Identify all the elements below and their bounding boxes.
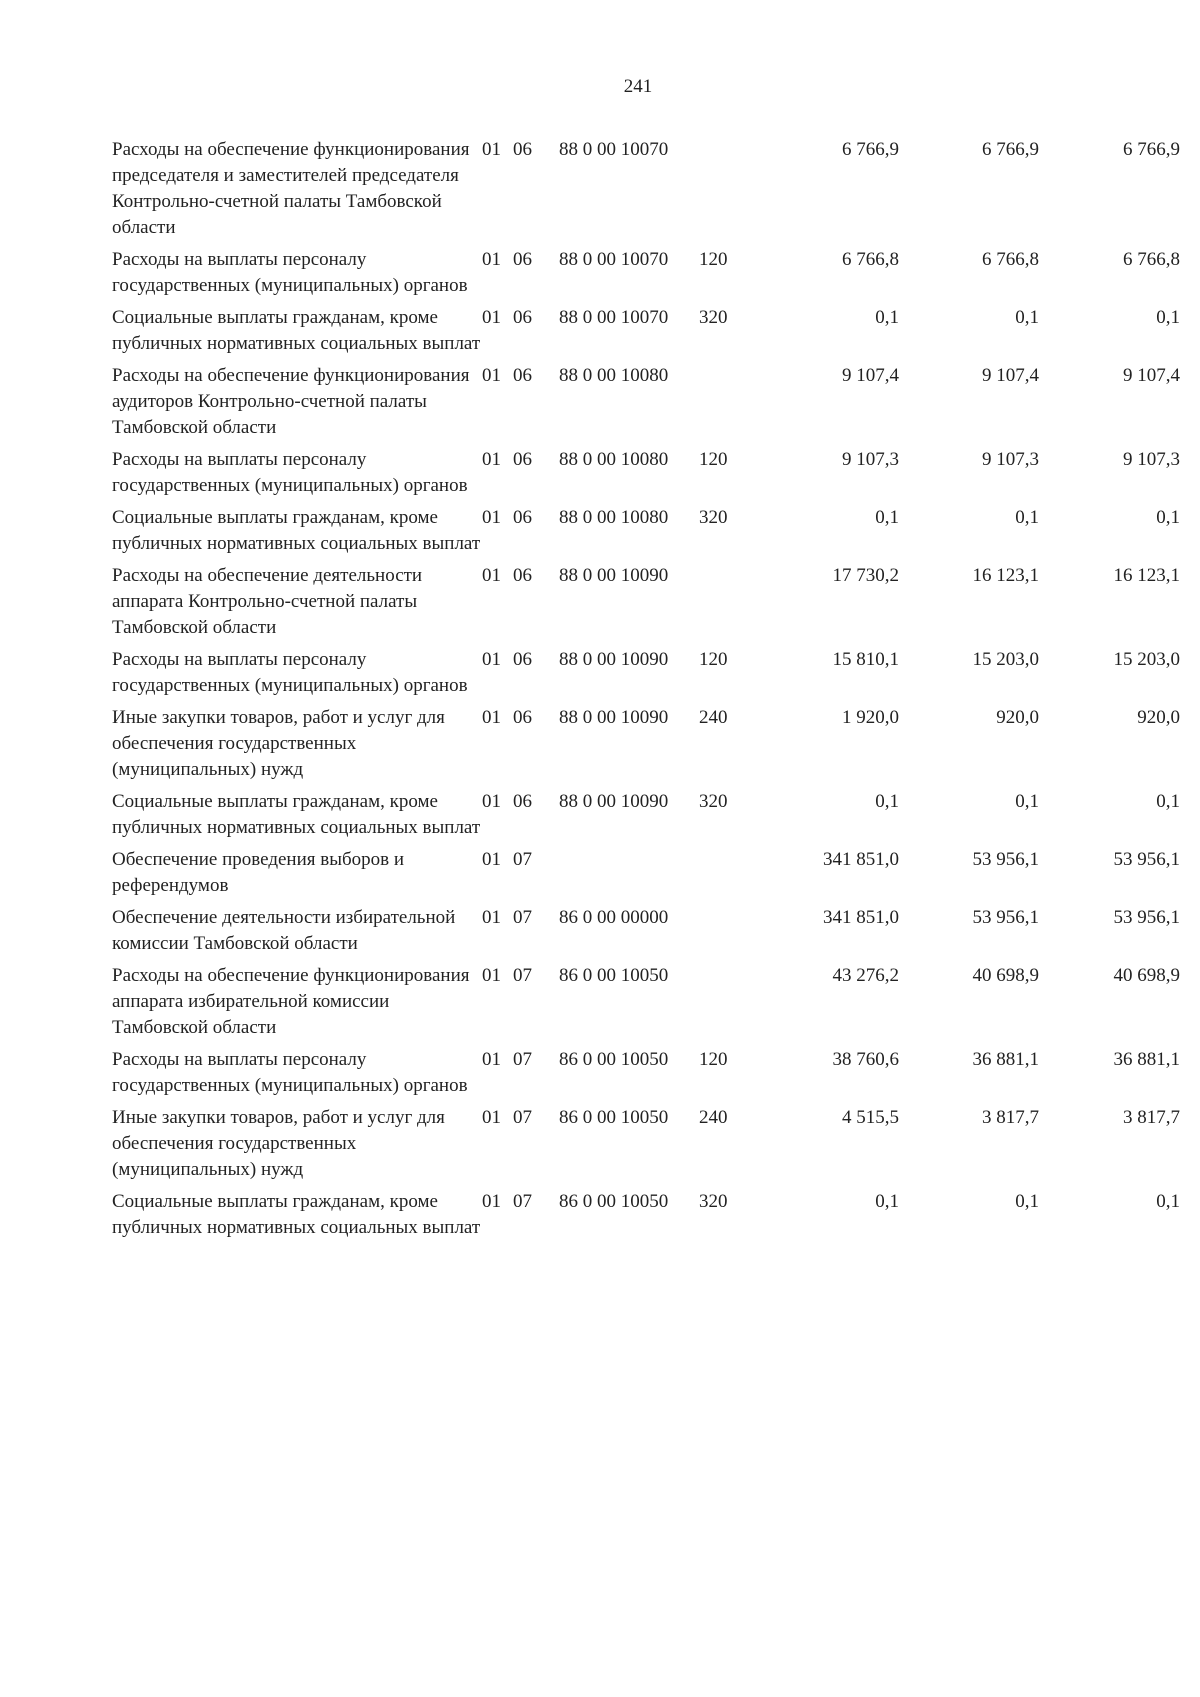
amount-year1-cell: 9 107,4 (842, 365, 899, 386)
amount-year2-cell: 3 817,7 (982, 1107, 1039, 1128)
section-code-cell: 01 (482, 707, 501, 728)
table-row (112, 963, 1180, 1047)
table-row (112, 1047, 1180, 1105)
table-row (112, 905, 1180, 963)
amount-year2-cell: 15 203,0 (972, 649, 1039, 670)
amount-year3-cell: 6 766,8 (1123, 249, 1180, 270)
table-row (112, 447, 1180, 505)
amount-year1-cell: 38 760,6 (832, 1049, 899, 1070)
amount-year1-cell: 0,1 (875, 1191, 899, 1212)
row-name-cell: Расходы на выплаты персоналу государственных (муниципальных) органов (112, 449, 468, 496)
amount-year1-cell: 4 515,5 (842, 1107, 899, 1128)
section-code-cell: 01 (482, 1107, 501, 1128)
amount-year1-cell: 6 766,8 (842, 249, 899, 270)
section-code-cell: 01 (482, 565, 501, 586)
expense-type-cell (699, 963, 759, 1047)
amount-year2-cell: 40 698,9 (972, 965, 1039, 986)
section-code-cell: 01 (482, 507, 501, 528)
row-name-cell: Расходы на обеспечение функционирования аудиторов Контрольно-счетной палаты Тамбовской области (112, 365, 470, 438)
amount-year1-cell: 0,1 (875, 307, 899, 328)
row-name-cell: Социальные выплаты гражданам, кроме публичных нормативных социальных выплат (112, 307, 481, 354)
table-row (112, 1105, 1180, 1189)
subsection-code-cell: 07 (513, 1049, 532, 1070)
amount-year1-cell: 15 810,1 (832, 649, 899, 670)
expense-type-cell (699, 905, 759, 963)
page-number: 241 (623, 76, 653, 97)
table-row (112, 137, 1180, 247)
row-name-cell: Социальные выплаты гражданам, кроме публичных нормативных социальных выплат (112, 507, 481, 554)
target-article-cell: 88 0 00 10070 (559, 249, 669, 270)
subsection-code-cell: 07 (513, 1191, 532, 1212)
row-name-cell: Расходы на обеспечение деятельности аппарата Контрольно-счетной палаты Тамбовской области (112, 565, 423, 638)
target-article-cell: 88 0 00 10090 (559, 649, 669, 670)
subsection-code-cell: 06 (513, 249, 532, 270)
row-name-cell: Обеспечение деятельности избирательной комиссии Тамбовской области (112, 907, 456, 954)
row-name-cell: Расходы на выплаты персоналу государственных (муниципальных) органов (112, 249, 468, 296)
subsection-code-cell: 06 (513, 365, 532, 386)
amount-year2-cell: 0,1 (1015, 1191, 1039, 1212)
expense-type-cell: 240 (699, 1107, 728, 1128)
section-code-cell: 01 (482, 1191, 501, 1212)
amount-year2-cell: 16 123,1 (972, 565, 1039, 586)
subsection-code-cell: 06 (513, 565, 532, 586)
section-code-cell: 01 (482, 649, 501, 670)
table-row (112, 563, 1180, 647)
section-code-cell: 01 (482, 449, 501, 470)
budget-table (112, 137, 1180, 1247)
amount-year1-cell: 341 851,0 (823, 907, 899, 928)
expense-type-cell: 120 (699, 449, 728, 470)
row-name-cell: Расходы на обеспечение функционирования председателя и заместителей председателя Контрольно-счетной палаты Тамбовской области (112, 139, 470, 238)
amount-year2-cell: 36 881,1 (972, 1049, 1039, 1070)
section-code-cell: 01 (482, 307, 501, 328)
subsection-code-cell: 06 (513, 449, 532, 470)
target-article-cell: 88 0 00 10070 (559, 139, 669, 160)
amount-year3-cell: 16 123,1 (1113, 565, 1180, 586)
target-article-cell: 86 0 00 00000 (559, 907, 669, 928)
amount-year3-cell: 36 881,1 (1113, 1049, 1180, 1070)
subsection-code-cell: 06 (513, 791, 532, 812)
row-name-cell: Социальные выплаты гражданам, кроме публичных нормативных социальных выплат (112, 791, 481, 838)
expense-type-cell: 320 (699, 507, 728, 528)
expense-type-cell (699, 563, 759, 647)
amount-year2-cell: 53 956,1 (972, 907, 1039, 928)
amount-year3-cell: 3 817,7 (1123, 1107, 1180, 1128)
section-code-cell: 01 (482, 965, 501, 986)
expense-type-cell: 240 (699, 707, 728, 728)
section-code-cell: 01 (482, 139, 501, 160)
section-code-cell: 01 (482, 249, 501, 270)
target-article-cell: 86 0 00 10050 (559, 1191, 669, 1212)
target-article-cell (559, 847, 699, 905)
target-article-cell: 86 0 00 10050 (559, 1107, 669, 1128)
table-body (112, 137, 1180, 1247)
row-name-cell: Иные закупки товаров, работ и услуг для обеспечения государственных (муниципальных) нужд (112, 1107, 445, 1180)
target-article-cell: 86 0 00 10050 (559, 965, 669, 986)
subsection-code-cell: 07 (513, 1107, 532, 1128)
subsection-code-cell: 06 (513, 707, 532, 728)
amount-year1-cell: 6 766,9 (842, 139, 899, 160)
amount-year3-cell: 9 107,3 (1123, 449, 1180, 470)
amount-year1-cell: 0,1 (875, 507, 899, 528)
target-article-cell: 88 0 00 10080 (559, 507, 669, 528)
table-row (112, 305, 1180, 363)
section-code-cell: 01 (482, 791, 501, 812)
table-row (112, 505, 1180, 563)
target-article-cell: 88 0 00 10080 (559, 365, 669, 386)
table-row (112, 789, 1180, 847)
expense-type-cell: 320 (699, 1191, 728, 1212)
table-row (112, 247, 1180, 305)
table-row (112, 1189, 1180, 1247)
amount-year3-cell: 920,0 (1137, 707, 1180, 728)
target-article-cell: 88 0 00 10090 (559, 791, 669, 812)
table-row (112, 363, 1180, 447)
amount-year3-cell: 0,1 (1156, 307, 1180, 328)
row-name-cell: Расходы на обеспечение функционирования аппарата избирательной комиссии Тамбовской области (112, 965, 470, 1038)
amount-year2-cell: 9 107,4 (982, 365, 1039, 386)
section-code-cell: 01 (482, 849, 501, 870)
amount-year1-cell: 9 107,3 (842, 449, 899, 470)
amount-year2-cell: 0,1 (1015, 307, 1039, 328)
amount-year1-cell: 341 851,0 (823, 849, 899, 870)
row-name-cell: Иные закупки товаров, работ и услуг для обеспечения государственных (муниципальных) нужд (112, 707, 445, 780)
expense-type-cell: 120 (699, 249, 728, 270)
amount-year1-cell: 0,1 (875, 791, 899, 812)
subsection-code-cell: 06 (513, 507, 532, 528)
target-article-cell: 88 0 00 10090 (559, 707, 669, 728)
expense-type-cell: 120 (699, 1049, 728, 1070)
amount-year2-cell: 920,0 (996, 707, 1039, 728)
subsection-code-cell: 06 (513, 139, 532, 160)
amount-year3-cell: 40 698,9 (1113, 965, 1180, 986)
target-article-cell: 88 0 00 10070 (559, 307, 669, 328)
row-name-cell: Расходы на выплаты персоналу государственных (муниципальных) органов (112, 649, 468, 696)
table-row (112, 847, 1180, 905)
amount-year2-cell: 9 107,3 (982, 449, 1039, 470)
amount-year2-cell: 53 956,1 (972, 849, 1039, 870)
amount-year1-cell: 43 276,2 (832, 965, 899, 986)
expense-type-cell (699, 363, 759, 447)
subsection-code-cell: 06 (513, 307, 532, 328)
amount-year1-cell: 17 730,2 (832, 565, 899, 586)
table-row (112, 705, 1180, 789)
amount-year3-cell: 9 107,4 (1123, 365, 1180, 386)
table-row (112, 647, 1180, 705)
section-code-cell: 01 (482, 365, 501, 386)
amount-year3-cell: 0,1 (1156, 507, 1180, 528)
amount-year3-cell: 15 203,0 (1113, 649, 1180, 670)
target-article-cell: 86 0 00 10050 (559, 1049, 669, 1070)
subsection-code-cell: 07 (513, 965, 532, 986)
target-article-cell: 88 0 00 10090 (559, 565, 669, 586)
amount-year3-cell: 6 766,9 (1123, 139, 1180, 160)
subsection-code-cell: 07 (513, 907, 532, 928)
target-article-cell: 88 0 00 10080 (559, 449, 669, 470)
expense-type-cell (699, 847, 759, 905)
row-name-cell: Обеспечение проведения выборов и референдумов (112, 849, 405, 896)
section-code-cell: 01 (482, 907, 501, 928)
row-name-cell: Социальные выплаты гражданам, кроме публичных нормативных социальных выплат (112, 1191, 481, 1238)
amount-year2-cell: 6 766,8 (982, 249, 1039, 270)
section-code-cell: 01 (482, 1049, 501, 1070)
amount-year3-cell: 53 956,1 (1113, 849, 1180, 870)
amount-year3-cell: 53 956,1 (1113, 907, 1180, 928)
amount-year2-cell: 0,1 (1015, 507, 1039, 528)
amount-year3-cell: 0,1 (1156, 1191, 1180, 1212)
row-name-cell: Расходы на выплаты персоналу государственных (муниципальных) органов (112, 1049, 468, 1096)
amount-year1-cell: 1 920,0 (842, 707, 899, 728)
expense-type-cell: 120 (699, 649, 728, 670)
amount-year2-cell: 6 766,9 (982, 139, 1039, 160)
expense-type-cell: 320 (699, 791, 728, 812)
subsection-code-cell: 07 (513, 849, 532, 870)
amount-year3-cell: 0,1 (1156, 791, 1180, 812)
expense-type-cell (699, 137, 759, 247)
subsection-code-cell: 06 (513, 649, 532, 670)
expense-type-cell: 320 (699, 307, 728, 328)
amount-year2-cell: 0,1 (1015, 791, 1039, 812)
